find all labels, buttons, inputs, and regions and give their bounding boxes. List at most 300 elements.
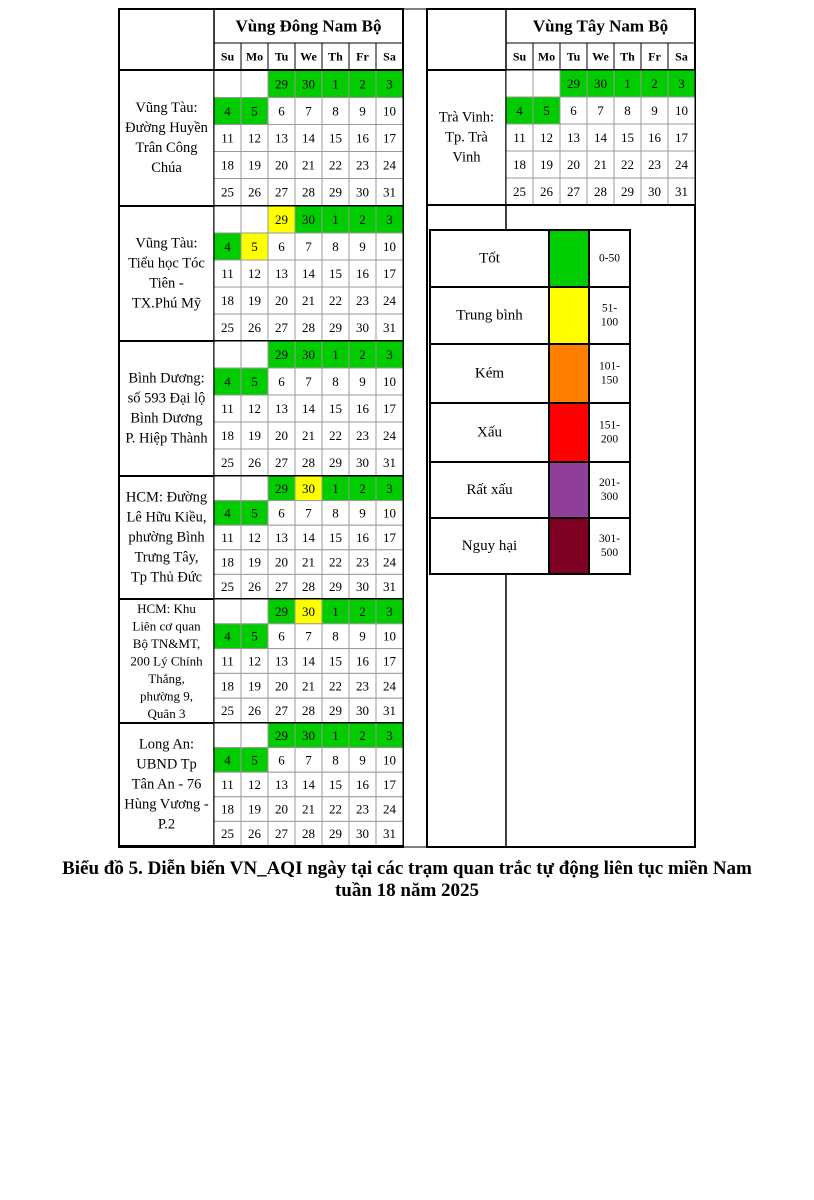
legend-swatch-2	[549, 344, 589, 403]
calendar-day-15: 15	[329, 401, 342, 416]
station-name-line: Vũng Tàu:	[135, 100, 198, 116]
calendar-day-3: 3	[386, 480, 393, 496]
calendar-day-21: 21	[302, 678, 315, 694]
calendar-day-15: 15	[329, 653, 342, 669]
calendar-day-14: 14	[302, 777, 315, 792]
calendar-day-8: 8	[332, 505, 339, 521]
calendar-day-14: 14	[302, 530, 315, 545]
calendar-day-2: 2	[359, 727, 366, 743]
calendar-day-4: 4	[224, 374, 231, 389]
calendar-day-12: 12	[248, 653, 261, 669]
legend-swatch-0	[549, 230, 589, 287]
calendar-day-17: 17	[383, 530, 396, 545]
calendar-day-20: 20	[275, 293, 288, 308]
calendar-day-16: 16	[356, 530, 369, 545]
calendar-day-29: 29	[275, 603, 288, 619]
station-name-line: Tp Thủ Đức	[130, 569, 203, 586]
calendar-day-29: 29	[275, 212, 288, 227]
weekday-header-we: We	[592, 49, 609, 64]
calendar-cell	[214, 476, 241, 501]
calendar-day-24: 24	[675, 157, 688, 172]
calendar-day-31: 31	[675, 184, 688, 199]
calendar-day-14: 14	[302, 266, 315, 281]
calendar-day-29: 29	[329, 703, 342, 719]
calendar-day-12: 12	[248, 530, 261, 545]
legend-swatch-1	[549, 287, 589, 344]
calendar-day-5: 5	[251, 374, 258, 389]
calendar-day-10: 10	[383, 505, 396, 521]
calendar-day-27: 27	[567, 184, 580, 199]
legend-range-5: 301-	[598, 533, 621, 545]
legend-label-4: Rất xấu	[466, 482, 513, 498]
calendar-day-15: 15	[621, 130, 634, 145]
calendar-day-28: 28	[302, 455, 315, 470]
calendar-day-23: 23	[356, 293, 369, 308]
calendar-day-29: 29	[275, 76, 288, 92]
calendar-day-30: 30	[302, 603, 315, 619]
calendar-day-30: 30	[594, 76, 607, 91]
calendar-day-3: 3	[386, 727, 393, 743]
calendar-day-18: 18	[221, 801, 234, 817]
legend-range-3: 200	[600, 433, 619, 446]
calendar-day-9: 9	[359, 628, 366, 644]
weekday-header-su: Su	[220, 49, 235, 64]
weekday-header-th: Th	[620, 49, 635, 64]
calendar-day-4: 4	[224, 239, 231, 254]
calendar-day-2: 2	[359, 212, 366, 227]
calendar-day-16: 16	[648, 130, 661, 145]
calendar-day-30: 30	[356, 184, 369, 200]
weekday-header-sa: Sa	[383, 49, 396, 64]
calendar-day-20: 20	[275, 801, 288, 817]
station-name-line: Liên cơ quan	[132, 618, 201, 634]
calendar-day-10: 10	[383, 103, 396, 119]
station-name-line: TX.Phú Mỹ	[131, 295, 202, 312]
calendar-day-12: 12	[248, 266, 261, 281]
station-name-line: Bình Dương	[130, 410, 203, 427]
calendar-day-29: 29	[275, 347, 288, 362]
calendar-day-8: 8	[332, 239, 339, 254]
calendar-cell	[214, 206, 241, 233]
station-name-line: Vũng Tàu:	[135, 235, 198, 252]
calendar-day-6: 6	[570, 103, 577, 118]
station-name-line: UBND Tp	[136, 756, 197, 773]
legend-range-box	[589, 462, 630, 518]
calendar-cell	[506, 70, 533, 97]
calendar-day-30: 30	[356, 455, 369, 470]
calendar-day-29: 29	[329, 579, 342, 595]
station-name-line: Trà Vinh:	[438, 109, 495, 126]
calendar-day-17: 17	[675, 130, 688, 145]
calendar-day-20: 20	[275, 554, 288, 570]
calendar-day-14: 14	[302, 130, 315, 146]
calendar-day-28: 28	[302, 320, 315, 335]
calendar-day-11: 11	[513, 130, 526, 145]
calendar-day-12: 12	[540, 130, 553, 145]
calendar-day-31: 31	[383, 826, 396, 842]
calendar-day-8: 8	[332, 103, 339, 119]
calendar-day-21: 21	[302, 157, 315, 173]
calendar-day-5: 5	[543, 103, 550, 118]
calendar-day-31: 31	[383, 184, 396, 200]
weekday-header-fr: Fr	[356, 49, 369, 64]
calendar-day-13: 13	[275, 401, 288, 416]
station-name-line: phường Bình	[128, 529, 205, 546]
calendar-day-14: 14	[302, 653, 315, 669]
calendar-day-28: 28	[302, 579, 315, 595]
calendar-day-26: 26	[248, 579, 261, 595]
calendar-day-8: 8	[332, 374, 339, 389]
calendar-cell	[241, 476, 268, 501]
calendar-day-26: 26	[248, 320, 261, 335]
calendar-day-16: 16	[356, 130, 369, 146]
calendar-cell	[241, 723, 268, 748]
calendar-day-20: 20	[275, 428, 288, 443]
station-name-line: Trân Công	[135, 140, 198, 156]
calendar-day-17: 17	[383, 777, 396, 792]
calendar-day-26: 26	[248, 455, 261, 470]
calendar-day-24: 24	[383, 293, 396, 308]
calendar-day-1: 1	[332, 212, 339, 227]
calendar-day-6: 6	[278, 752, 285, 768]
calendar-day-3: 3	[386, 603, 393, 619]
calendar-day-22: 22	[329, 157, 342, 173]
calendar-day-5: 5	[251, 505, 258, 521]
legend-range-4: 201-	[598, 477, 621, 489]
calendar-day-9: 9	[359, 374, 366, 389]
caption-line-2: tuần 18 năm 2025	[334, 880, 480, 901]
calendar-day-23: 23	[356, 801, 369, 817]
calendar-day-29: 29	[275, 727, 288, 743]
calendar-day-2: 2	[359, 347, 366, 362]
station-name-line: Trưng Tây,	[134, 549, 199, 566]
calendar-day-24: 24	[383, 678, 396, 694]
calendar-day-5: 5	[251, 239, 258, 254]
calendar-day-28: 28	[302, 826, 315, 842]
calendar-day-26: 26	[248, 184, 261, 200]
calendar-day-19: 19	[248, 428, 261, 443]
calendar-day-22: 22	[621, 157, 634, 172]
calendar-cell	[533, 70, 560, 97]
station-name-line: Quân 3	[147, 706, 186, 721]
calendar-day-7: 7	[305, 239, 312, 254]
calendar-day-3: 3	[678, 76, 685, 91]
station-name-line: Bình Dương:	[128, 370, 205, 387]
calendar-day-6: 6	[278, 239, 285, 254]
station-name-line: phường 9,	[140, 688, 193, 704]
calendar-day-29: 29	[329, 455, 342, 470]
gap-column	[403, 9, 427, 847]
calendar-day-16: 16	[356, 401, 369, 416]
calendar-day-17: 17	[383, 130, 396, 146]
calendar-day-15: 15	[329, 777, 342, 792]
legend-range-1: 100	[600, 316, 619, 329]
calendar-day-8: 8	[624, 103, 631, 118]
calendar-day-29: 29	[329, 826, 342, 842]
calendar-day-15: 15	[329, 266, 342, 281]
calendar-day-15: 15	[329, 130, 342, 146]
calendar-day-13: 13	[275, 130, 288, 146]
calendar-day-26: 26	[540, 184, 553, 199]
calendar-day-20: 20	[275, 157, 288, 173]
calendar-day-5: 5	[251, 628, 258, 644]
calendar-day-25: 25	[221, 455, 234, 470]
calendar-day-16: 16	[356, 777, 369, 792]
calendar-day-4: 4	[224, 505, 231, 521]
calendar-day-16: 16	[356, 266, 369, 281]
calendar-day-13: 13	[275, 530, 288, 545]
calendar-day-7: 7	[305, 505, 312, 521]
calendar-day-14: 14	[594, 130, 607, 145]
calendar-day-30: 30	[302, 727, 315, 743]
calendar-day-20: 20	[567, 157, 580, 172]
weekday-header-th: Th	[328, 49, 343, 64]
calendar-day-30: 30	[356, 579, 369, 595]
calendar-day-4: 4	[516, 103, 523, 118]
legend-range-2: 101-	[598, 360, 621, 373]
calendar-day-18: 18	[513, 157, 526, 172]
station-name-line: HCM: Đường	[125, 489, 208, 506]
calendar-day-25: 25	[221, 703, 234, 719]
calendar-day-25: 25	[221, 320, 234, 335]
calendar-day-22: 22	[329, 554, 342, 570]
calendar-day-7: 7	[305, 103, 312, 119]
calendar-day-17: 17	[383, 266, 396, 281]
legend-swatch-5	[549, 518, 589, 574]
calendar-day-10: 10	[675, 103, 688, 118]
calendar-day-30: 30	[302, 480, 315, 496]
calendar-day-18: 18	[221, 554, 234, 570]
calendar-day-19: 19	[248, 293, 261, 308]
calendar-day-23: 23	[356, 157, 369, 173]
calendar-day-26: 26	[248, 826, 261, 842]
calendar-day-25: 25	[513, 184, 526, 199]
calendar-day-25: 25	[221, 826, 234, 842]
calendar-day-27: 27	[275, 579, 288, 595]
region-title-1: Vùng Tây Nam Bộ	[532, 16, 669, 36]
legend-range-5: 500	[600, 547, 619, 559]
station-name-line: P. Hiệp Thành	[125, 430, 208, 447]
calendar-day-9: 9	[359, 103, 366, 119]
calendar-day-24: 24	[383, 801, 396, 817]
calendar-day-7: 7	[305, 374, 312, 389]
station-name-line: P.2	[157, 816, 176, 833]
station-name-line: Hùng Vương -	[124, 796, 209, 813]
calendar-day-6: 6	[278, 628, 285, 644]
calendar-day-13: 13	[567, 130, 580, 145]
calendar-day-8: 8	[332, 628, 339, 644]
calendar-day-29: 29	[329, 320, 342, 335]
calendar-day-29: 29	[621, 184, 634, 199]
calendar-day-19: 19	[540, 157, 553, 172]
calendar-day-20: 20	[275, 678, 288, 694]
weekday-header-tu: Tu	[274, 49, 289, 64]
calendar-day-1: 1	[624, 76, 631, 91]
station-name-line: Thắng,	[148, 671, 185, 686]
calendar-day-19: 19	[248, 157, 261, 173]
calendar-day-4: 4	[224, 103, 231, 119]
calendar-day-23: 23	[356, 678, 369, 694]
calendar-day-4: 4	[224, 628, 231, 644]
calendar-day-30: 30	[302, 212, 315, 227]
calendar-day-30: 30	[302, 76, 315, 92]
calendar-day-18: 18	[221, 293, 234, 308]
calendar-day-17: 17	[383, 653, 396, 669]
calendar-day-19: 19	[248, 801, 261, 817]
calendar-day-11: 11	[221, 530, 234, 545]
calendar-day-16: 16	[356, 653, 369, 669]
calendar-day-2: 2	[359, 76, 366, 92]
legend-range-box	[589, 403, 630, 462]
calendar-day-21: 21	[302, 293, 315, 308]
calendar-day-17: 17	[383, 401, 396, 416]
calendar-day-2: 2	[651, 76, 658, 91]
calendar-cell	[214, 71, 241, 98]
legend-swatch-4	[549, 462, 589, 518]
calendar-day-9: 9	[359, 752, 366, 768]
legend-range-box	[589, 344, 630, 403]
calendar-day-10: 10	[383, 374, 396, 389]
calendar-day-9: 9	[359, 505, 366, 521]
calendar-day-7: 7	[305, 752, 312, 768]
calendar-day-21: 21	[594, 157, 607, 172]
legend-label-3: Xấu	[477, 424, 502, 441]
weekday-header-su: Su	[512, 49, 527, 64]
legend-range-4: 300	[600, 491, 619, 503]
station-name-line: Đường Huyền	[125, 120, 208, 136]
station-name-line: HCM: Khu	[137, 601, 196, 616]
calendar-day-19: 19	[248, 554, 261, 570]
caption-line-1: Biểu đồ 5. Diễn biến VN_AQI ngày tại các trạm quan trắc tự động liên tục miền Nam	[62, 858, 752, 879]
calendar-day-11: 11	[221, 130, 234, 146]
calendar-day-19: 19	[248, 678, 261, 694]
legend-label-1: Trung bình	[456, 307, 523, 324]
calendar-cell	[214, 723, 241, 748]
calendar-day-24: 24	[383, 157, 396, 173]
calendar-day-22: 22	[329, 428, 342, 443]
station-name-line: Lê Hữu Kiều,	[126, 509, 207, 526]
calendar-cell	[241, 341, 268, 368]
calendar-day-27: 27	[275, 826, 288, 842]
calendar-day-2: 2	[359, 480, 366, 496]
weekday-header-mo: Mo	[537, 49, 556, 64]
calendar-day-4: 4	[224, 752, 231, 768]
legend-range-0: 0-50	[598, 252, 621, 265]
station-name-line: Tiểu học Tóc	[128, 255, 205, 272]
calendar-day-10: 10	[383, 628, 396, 644]
calendar-day-1: 1	[332, 727, 339, 743]
calendar-day-30: 30	[648, 184, 661, 199]
calendar-day-13: 13	[275, 266, 288, 281]
calendar-day-27: 27	[275, 184, 288, 200]
calendar-day-29: 29	[567, 76, 580, 91]
calendar-day-1: 1	[332, 347, 339, 362]
calendar-day-8: 8	[332, 752, 339, 768]
calendar-day-30: 30	[356, 826, 369, 842]
calendar-day-10: 10	[383, 239, 396, 254]
calendar-day-29: 29	[275, 480, 288, 496]
calendar-day-7: 7	[597, 103, 604, 118]
calendar-day-12: 12	[248, 401, 261, 416]
calendar-day-30: 30	[356, 703, 369, 719]
calendar-day-29: 29	[329, 184, 342, 200]
calendar-day-23: 23	[356, 554, 369, 570]
calendar-day-3: 3	[386, 212, 393, 227]
calendar-day-11: 11	[221, 266, 234, 281]
calendar-day-2: 2	[359, 603, 366, 619]
calendar-cell	[214, 599, 241, 624]
station-name-line: Vinh	[452, 149, 481, 166]
calendar-day-27: 27	[275, 455, 288, 470]
calendar-day-5: 5	[251, 752, 258, 768]
legend-label-2: Kém	[474, 365, 505, 382]
legend-range-box	[589, 287, 630, 344]
calendar-day-23: 23	[356, 428, 369, 443]
calendar-day-24: 24	[383, 428, 396, 443]
calendar-day-11: 11	[221, 653, 234, 669]
calendar-day-25: 25	[221, 579, 234, 595]
calendar-day-26: 26	[248, 703, 261, 719]
calendar-day-21: 21	[302, 554, 315, 570]
calendar-day-15: 15	[329, 530, 342, 545]
weekday-header-we: We	[300, 49, 317, 64]
calendar-day-6: 6	[278, 505, 285, 521]
legend-range-3: 151-	[598, 419, 621, 432]
calendar-day-21: 21	[302, 801, 315, 817]
calendar-day-13: 13	[275, 777, 288, 792]
legend-range-box	[589, 518, 630, 574]
calendar-day-1: 1	[332, 480, 339, 496]
calendar-day-13: 13	[275, 653, 288, 669]
calendar-day-7: 7	[305, 628, 312, 644]
figure-caption	[0, 858, 814, 902]
calendar-cell	[214, 341, 241, 368]
calendar-day-1: 1	[332, 603, 339, 619]
calendar-day-6: 6	[278, 374, 285, 389]
weekday-header-mo: Mo	[245, 49, 264, 64]
calendar-day-12: 12	[248, 777, 261, 792]
station-name-line: Tân An - 76	[131, 776, 202, 793]
calendar-cell	[241, 599, 268, 624]
calendar-day-3: 3	[386, 347, 393, 362]
station-name-line: Long An:	[138, 736, 195, 753]
calendar-day-31: 31	[383, 703, 396, 719]
calendar-day-28: 28	[302, 184, 315, 200]
calendar-cell	[241, 206, 268, 233]
calendar-day-27: 27	[275, 703, 288, 719]
calendar-day-5: 5	[251, 103, 258, 119]
calendar-day-27: 27	[275, 320, 288, 335]
weekday-header-fr: Fr	[648, 49, 661, 64]
calendar-day-11: 11	[221, 777, 234, 792]
weekday-header-tu: Tu	[566, 49, 581, 64]
calendar-day-24: 24	[383, 554, 396, 570]
legend-range-1: 51-	[601, 302, 618, 315]
calendar-day-1: 1	[332, 76, 339, 92]
calendar-day-12: 12	[248, 130, 261, 146]
calendar-day-14: 14	[302, 401, 315, 416]
legend-label-0: Tốt	[479, 250, 500, 267]
calendar-day-18: 18	[221, 157, 234, 173]
station-name-line: số 593 Đại lộ	[127, 390, 206, 407]
calendar-day-31: 31	[383, 455, 396, 470]
calendar-day-30: 30	[356, 320, 369, 335]
calendar-day-22: 22	[329, 801, 342, 817]
calendar-day-31: 31	[383, 320, 396, 335]
station-name-line: Tp. Trà	[445, 129, 488, 146]
calendar-day-3: 3	[386, 76, 393, 92]
legend-swatch-3	[549, 403, 589, 462]
